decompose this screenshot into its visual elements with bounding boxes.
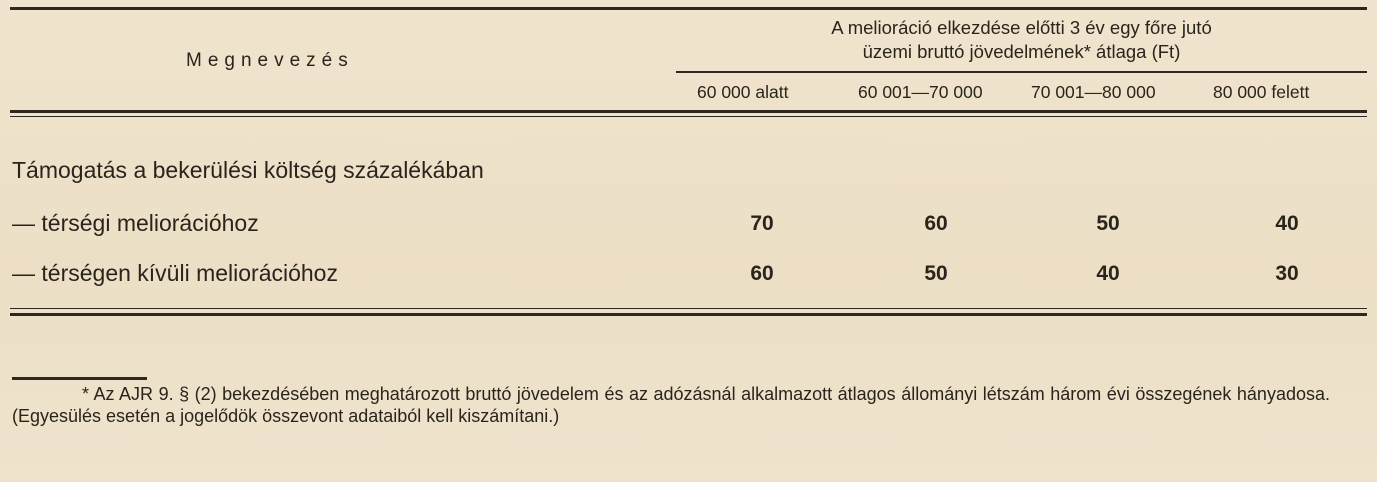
table-top-rule: [10, 7, 1367, 10]
name-column-header: Megnevezés: [186, 50, 354, 71]
income-group-header-line1: A melioráció elkezdése előtti 3 év egy főre jutó: [831, 17, 1212, 38]
income-group-header-line2: üzemi bruttó jövedelmének* átlaga (Ft): [862, 41, 1181, 62]
cell-outside-col3: 40: [1096, 262, 1120, 285]
cell-outside-col2: 50: [924, 262, 948, 285]
section-title: Támogatás a bekerülési költség százalékában: [12, 157, 484, 183]
cell-outside-col4: 30: [1275, 262, 1299, 285]
column-header-1: 60 000 alatt: [697, 82, 789, 102]
header-bottom-rule: [10, 110, 1367, 113]
column-header-3: 70 001—80 000: [1031, 82, 1156, 102]
cell-regional-col2: 60: [924, 212, 948, 235]
row-label-outside-region: — térségen kívüli meliorációhoz: [12, 260, 338, 286]
header-bottom-rule-thin: [10, 116, 1367, 117]
cell-regional-col3: 50: [1096, 212, 1120, 235]
cell-regional-col4: 40: [1275, 212, 1299, 235]
table-bottom-rule-thin: [10, 308, 1367, 309]
cell-outside-col1: 60: [750, 262, 774, 285]
footnote-separator: [12, 377, 147, 380]
footnote: [12, 383, 1330, 427]
row-label-regional: — térségi meliorációhoz: [12, 210, 259, 236]
column-header-2: 60 001—70 000: [858, 82, 983, 102]
group-header-rule: [676, 71, 1367, 73]
income-group-header: [676, 16, 1367, 64]
column-header-4: 80 000 felett: [1213, 82, 1310, 102]
table-bottom-rule: [10, 313, 1367, 316]
cell-regional-col1: 70: [750, 212, 774, 235]
footnote-text: * Az AJR 9. § (2) bekezdésében meghatározott bruttó jövedelem és az adózásnál alkalmazott átlagos állományi létszám három évi összegének hányadosa. (Egyesülés esetén a jogelődök összevont adataiból kell kiszámítani.): [12, 384, 1330, 426]
